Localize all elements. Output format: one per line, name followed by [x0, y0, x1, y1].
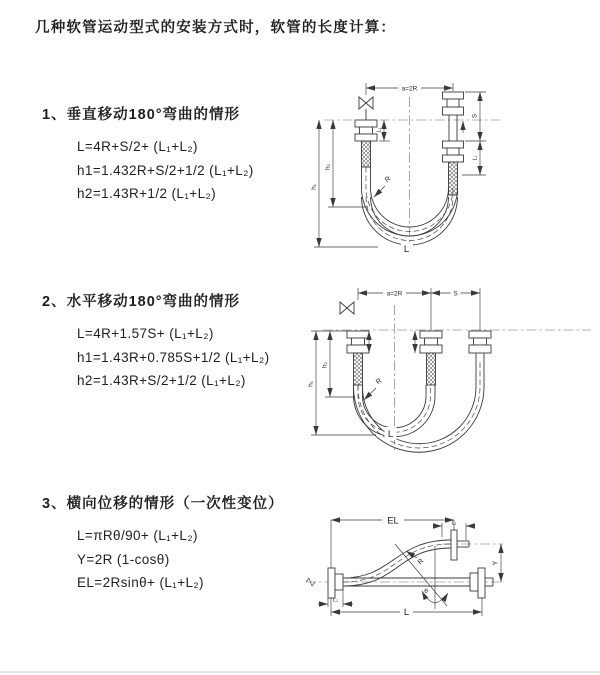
- lower-pipe-original-position: [343, 568, 493, 598]
- section-1-formulas: [42, 135, 254, 206]
- dim-label-a-2r: a=2R: [401, 85, 418, 93]
- formula-line: L=πRθ/90+ (L₁+L₂): [77, 528, 198, 543]
- braided-section: [427, 353, 436, 385]
- dim-label-length: L: [403, 244, 410, 255]
- top-dimension: [366, 83, 453, 95]
- dim-label-a-2r: a=2R: [386, 290, 403, 298]
- page-bottom-edge: [0, 671, 600, 673]
- diagram1-drawing: [310, 75, 600, 260]
- y-dimension: [493, 544, 502, 582]
- valve-symbol: [359, 97, 373, 120]
- section-lateral-displacement: [42, 492, 284, 595]
- formula-line: Y=2R (1-cosθ): [77, 551, 170, 567]
- diagram-vertical-180-bend: [310, 75, 600, 260]
- left-flange: [347, 331, 369, 385]
- valve-symbol: [340, 302, 354, 314]
- right-flange: [469, 331, 491, 360]
- diagram-horizontal-180-bend: [303, 280, 598, 458]
- length-label: [401, 242, 413, 255]
- dim-label-h1: h₁: [307, 381, 315, 387]
- dim-label-l1-left: L₁: [333, 597, 338, 604]
- formula-line: EL=2Rsinθ+ (L₁+L₂): [77, 575, 204, 590]
- dim-label-length: L: [387, 429, 394, 440]
- dim-label-l1-top: L₁: [451, 520, 457, 527]
- section-2-heading: 2、水平移动180°弯曲的情形: [42, 294, 241, 310]
- dim-label-length: L: [403, 607, 410, 618]
- dim-label-h1: h₁: [310, 184, 318, 190]
- dim-label-h2: h₂: [324, 163, 332, 171]
- left-flange: [306, 568, 343, 598]
- radius-callout: [364, 377, 383, 400]
- dim-label-l1-left: L₁: [376, 127, 383, 133]
- top-dimension: [358, 288, 480, 330]
- page-title: 几种软管运动型式的安装方式时，软管的长度计算：: [35, 20, 397, 36]
- dim-label-y: Y: [492, 560, 500, 566]
- formula-line: h2=1.43R+1/2 (L₁+L₂): [77, 186, 217, 201]
- left-dimensions: [311, 120, 391, 247]
- dim-label-radius: R: [384, 175, 393, 185]
- formula-line: L=4R+S/2+ (L₁+L₂): [77, 139, 198, 154]
- middle-flange: [420, 331, 442, 385]
- length-label: [385, 427, 397, 440]
- right-dimensions: [462, 92, 486, 175]
- section-vertical-180: [42, 103, 254, 206]
- l1-left-dimension: [318, 590, 353, 607]
- angle-label-theta: θ: [424, 588, 428, 595]
- radius-callout: [406, 551, 425, 566]
- braided-section: [354, 353, 363, 385]
- centerlines: [324, 97, 500, 257]
- dim-label-el: EL: [387, 515, 399, 527]
- dim-label-s: S: [453, 290, 458, 298]
- hose-displaced-position: [354, 360, 485, 452]
- formula-line: h1=1.432R+S/2+1/2 (L₁+L₂): [77, 162, 254, 178]
- formula-line: L=4R+1.57S+ (L₁+L₂): [77, 326, 214, 341]
- section-horizontal-180: [42, 290, 269, 393]
- dim-label-l1-right: L₁: [472, 155, 479, 161]
- left-flange: [355, 120, 377, 167]
- diagram2-drawing: [303, 280, 598, 458]
- braided-section: [362, 141, 371, 167]
- formula-line: h2=1.43R+S/2+1/2 (L₁+L₂): [77, 373, 246, 388]
- right-pipe-flanges: [443, 92, 464, 195]
- dim-label-h2: h₂: [321, 361, 329, 369]
- dim-label-radius: R: [416, 557, 426, 567]
- diagram3-drawing: [295, 490, 600, 650]
- l-dimension: [331, 598, 482, 618]
- section-2-formulas: [42, 322, 269, 393]
- dim-label-s: S: [471, 113, 479, 119]
- section-3-formulas: [42, 524, 284, 595]
- section-1-heading: 1、垂直移动180°弯曲的情形: [42, 107, 241, 123]
- section-3-heading: 3、横向位移的情形（一次性变位）: [42, 496, 284, 512]
- diagram-lateral-displacement: [295, 490, 600, 650]
- construction-lines: [395, 544, 448, 609]
- radius-callout: [374, 175, 392, 197]
- dim-label-radius: R: [375, 377, 384, 387]
- formula-line: h1=1.43R+0.785S+1/2 (L₁+L₂): [77, 349, 270, 365]
